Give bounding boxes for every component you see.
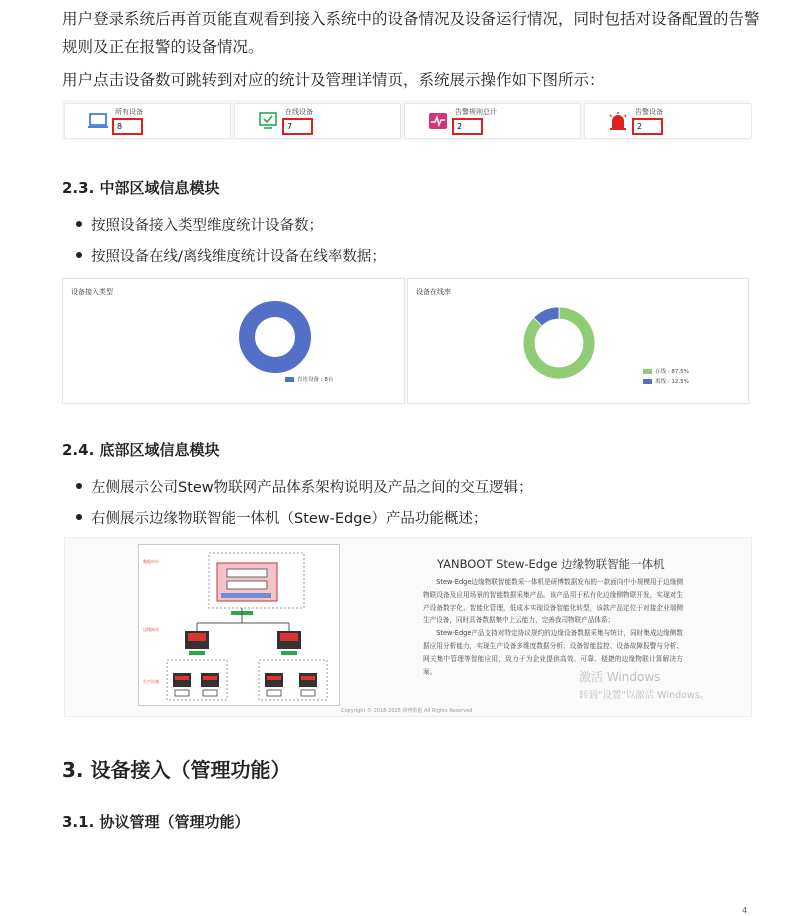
stat-card-alarm-devices[interactable] [584,103,752,139]
stat-value[interactable]: 8 [112,118,143,135]
chart-title: 设备在线率 [416,288,451,296]
chart-title: 设备接入类型 [71,288,113,296]
legend-label: 直连设备 : 8台 [297,377,334,383]
architecture-diagram-graphic [139,545,339,705]
chart-panel-access-type [62,278,405,404]
stat-card-online-devices[interactable] [234,103,401,139]
bullet-icon [76,483,82,489]
stat-label: 在线设备 [285,108,313,116]
list-item: 右侧展示边缘物联智能一体机（Stew-Edge）产品功能概述； [76,507,487,528]
legend-label: 在线 : 87.5% [655,369,689,375]
section-heading-3-1: 3.1. 协议管理（管理功能） [62,813,250,831]
stat-cards-screenshot [62,100,750,140]
stat-value[interactable]: 2 [632,118,663,135]
legend-label: 离线 : 12.5% [655,379,689,385]
bullet-icon [76,252,82,258]
diagram-label: 生产设备 [143,679,159,684]
legend-swatch [643,379,652,384]
legend-swatch [643,369,652,374]
copyright-text: Copyright © 2018-2025 研博数据 All Rights Reserved [341,708,473,714]
pulse-icon [427,111,449,131]
section-heading-2-4: 2.4. 底部区域信息模块 [62,441,220,459]
list-item: 按照设备在线/离线维度统计设备在线率数据； [76,245,386,266]
list-item: 按照设备接入类型维度统计设备数； [76,214,323,235]
stat-label: 告警设备 [635,108,663,116]
diagram-label: 数据中台 [143,559,159,564]
chart-legend [285,375,333,383]
product-description [423,576,683,678]
architecture-diagram [138,544,340,706]
section-heading-3: 3. 设备接入（管理功能） [62,758,291,782]
list-item: 左侧展示公司Stew物联网产品体系架构说明及产品之间的交互逻辑； [76,476,533,497]
windows-activation-watermark: 激活 Windows [579,670,661,684]
donut-chart-access-type [63,279,404,403]
section-heading-2-3: 2.3. 中部区域信息模块 [62,179,220,197]
intro-paragraph-1: 用户登录系统后再首页能直观看到接入系统中的设备情况及设备运行情况，同时包括对设备配置的告警规则及正在报警的设备情况。 [62,10,760,56]
donut-slice [247,309,303,365]
stat-value[interactable]: 7 [282,118,313,135]
bullet-icon [76,221,82,227]
intro-paragraph-2: 用户点击设备数可跳转到对应的统计及管理详情页，系统展示操作如下图所示： [62,71,605,89]
chart-panel-online-rate [407,278,749,404]
laptop-icon [87,111,109,131]
diagram-label: 边缘网关 [143,627,159,632]
donut-chart-online-rate [408,279,748,403]
stat-value[interactable]: 2 [452,118,483,135]
bullet-icon [76,514,82,520]
product-paragraph-1: Stew-Edge边缘物联智能数采一体机是研博数据发布的一款面向中小规模用于边缘侧物联设备及应用场景的智能数据采集产品。该产品用于私有化边缘侧物联开发，实现对生产设备数字化、智能化管理，低成本实现设备智能化转型，该款产品定位于对接企业端侧生产设备，同时具备数据集中上云能力，完善我司物联产品体系； [423,578,683,625]
chart-legend [643,367,689,385]
monitor-check-icon [257,111,279,131]
page-number: 4 [742,906,748,915]
alarm-light-icon [607,111,629,131]
windows-activation-hint: 转到"设置"以激活 Windows。 [579,690,710,701]
stat-card-alarm-rules[interactable] [404,103,581,139]
stat-card-all-devices[interactable] [64,103,231,139]
stat-label: 所有设备 [115,108,143,116]
legend-swatch [285,377,294,382]
product-title: YANBOOT Stew-Edge 边缘物联智能一体机 [437,557,665,571]
stat-label: 告警规则总计 [455,108,497,116]
product-paragraph-2: Stew-Edge产品支持对特定协议规约的边缘设备数据采集与统计，同时集成边缘侧数据应用分析能力，实现生产设备多维度数据分析、设备智能监控、设备故障报警与分析、网关集中管理等智能应用，致力于为企业提供高效、可靠、便捷的边缘物联计算解决方案。 [423,629,683,676]
